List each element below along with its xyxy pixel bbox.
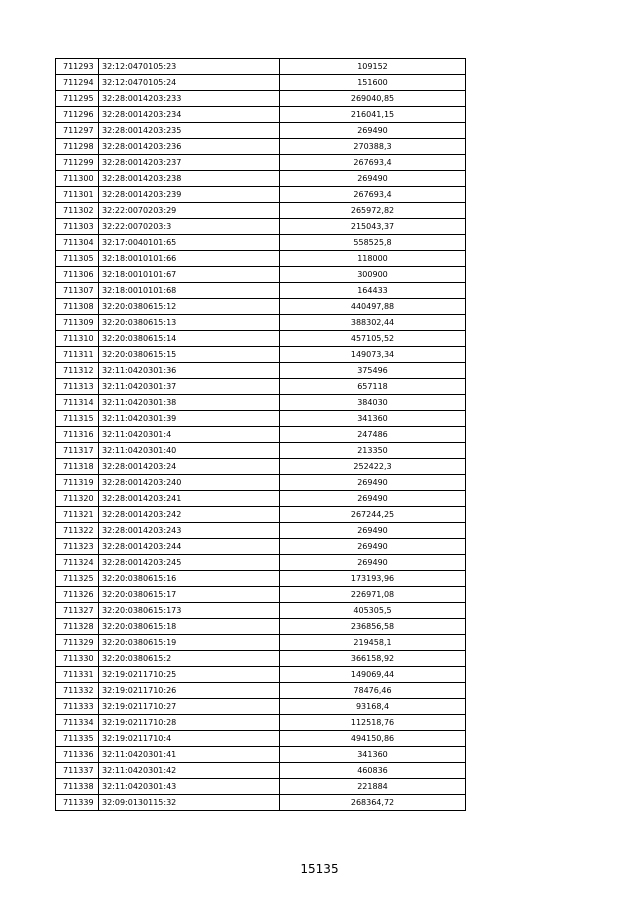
row-code-cell: 32:11:0420301:36 bbox=[99, 363, 280, 379]
table-row bbox=[56, 203, 466, 219]
row-value-cell: 265972,82 bbox=[280, 203, 466, 219]
row-id-cell: 711335 bbox=[56, 731, 99, 747]
row-value-cell: 236856,58 bbox=[280, 619, 466, 635]
row-id-cell: 711329 bbox=[56, 635, 99, 651]
row-code-cell: 32:20:0380615:19 bbox=[99, 635, 280, 651]
table-row bbox=[56, 683, 466, 699]
row-id-cell: 711326 bbox=[56, 587, 99, 603]
table-row bbox=[56, 571, 466, 587]
row-id-cell: 711304 bbox=[56, 235, 99, 251]
row-code-cell: 32:18:0010101:66 bbox=[99, 251, 280, 267]
row-code-cell: 32:12:0470105:23 bbox=[99, 59, 280, 75]
row-code-cell: 32:28:0014203:239 bbox=[99, 187, 280, 203]
row-id-cell: 711333 bbox=[56, 699, 99, 715]
row-id-cell: 711294 bbox=[56, 75, 99, 91]
row-id-cell: 711327 bbox=[56, 603, 99, 619]
row-id-cell: 711301 bbox=[56, 187, 99, 203]
row-id-cell: 711318 bbox=[56, 459, 99, 475]
row-id-cell: 711338 bbox=[56, 779, 99, 795]
row-id-cell: 711307 bbox=[56, 283, 99, 299]
row-code-cell: 32:11:0420301:43 bbox=[99, 779, 280, 795]
table-row bbox=[56, 715, 466, 731]
row-id-cell: 711310 bbox=[56, 331, 99, 347]
table-row bbox=[56, 587, 466, 603]
row-id-cell: 711339 bbox=[56, 795, 99, 811]
table-row bbox=[56, 779, 466, 795]
row-value-cell: 219458,1 bbox=[280, 635, 466, 651]
table-row bbox=[56, 155, 466, 171]
row-value-cell: 215043,37 bbox=[280, 219, 466, 235]
row-value-cell: 269490 bbox=[280, 523, 466, 539]
row-code-cell: 32:11:0420301:38 bbox=[99, 395, 280, 411]
page-number: 15135 bbox=[300, 862, 339, 876]
table-row bbox=[56, 283, 466, 299]
table-row bbox=[56, 635, 466, 651]
row-id-cell: 711302 bbox=[56, 203, 99, 219]
row-code-cell: 32:28:0014203:240 bbox=[99, 475, 280, 491]
row-value-cell: 109152 bbox=[280, 59, 466, 75]
table-row bbox=[56, 619, 466, 635]
table-row bbox=[56, 539, 466, 555]
row-value-cell: 173193,96 bbox=[280, 571, 466, 587]
row-value-cell: 269490 bbox=[280, 123, 466, 139]
table-row bbox=[56, 411, 466, 427]
row-value-cell: 341360 bbox=[280, 411, 466, 427]
row-value-cell: 269490 bbox=[280, 539, 466, 555]
row-code-cell: 32:22:0070203:29 bbox=[99, 203, 280, 219]
table-row bbox=[56, 731, 466, 747]
row-id-cell: 711325 bbox=[56, 571, 99, 587]
row-code-cell: 32:20:0380615:14 bbox=[99, 331, 280, 347]
row-id-cell: 711328 bbox=[56, 619, 99, 635]
row-code-cell: 32:20:0380615:17 bbox=[99, 587, 280, 603]
row-code-cell: 32:18:0010101:68 bbox=[99, 283, 280, 299]
row-id-cell: 711332 bbox=[56, 683, 99, 699]
row-id-cell: 711297 bbox=[56, 123, 99, 139]
row-value-cell: 93168,4 bbox=[280, 699, 466, 715]
row-code-cell: 32:28:0014203:245 bbox=[99, 555, 280, 571]
row-id-cell: 711320 bbox=[56, 491, 99, 507]
row-value-cell: 384030 bbox=[280, 395, 466, 411]
row-value-cell: 270388,3 bbox=[280, 139, 466, 155]
row-id-cell: 711330 bbox=[56, 651, 99, 667]
table-row bbox=[56, 667, 466, 683]
row-value-cell: 267693,4 bbox=[280, 155, 466, 171]
row-value-cell: 269490 bbox=[280, 555, 466, 571]
row-code-cell: 32:19:0211710:27 bbox=[99, 699, 280, 715]
row-value-cell: 269490 bbox=[280, 475, 466, 491]
row-id-cell: 711334 bbox=[56, 715, 99, 731]
row-value-cell: 112518,76 bbox=[280, 715, 466, 731]
table-row bbox=[56, 507, 466, 523]
row-value-cell: 226971,08 bbox=[280, 587, 466, 603]
table-row bbox=[56, 427, 466, 443]
row-value-cell: 216041,15 bbox=[280, 107, 466, 123]
data-table bbox=[55, 58, 466, 811]
row-value-cell: 366158,92 bbox=[280, 651, 466, 667]
row-code-cell: 32:11:0420301:37 bbox=[99, 379, 280, 395]
row-code-cell: 32:20:0380615:18 bbox=[99, 619, 280, 635]
row-value-cell: 269040,85 bbox=[280, 91, 466, 107]
row-value-cell: 268364,72 bbox=[280, 795, 466, 811]
row-code-cell: 32:22:0070203:3 bbox=[99, 219, 280, 235]
table-row bbox=[56, 747, 466, 763]
row-id-cell: 711306 bbox=[56, 267, 99, 283]
row-value-cell: 252422,3 bbox=[280, 459, 466, 475]
row-id-cell: 711303 bbox=[56, 219, 99, 235]
row-id-cell: 711322 bbox=[56, 523, 99, 539]
table-row bbox=[56, 795, 466, 811]
table-row bbox=[56, 235, 466, 251]
row-code-cell: 32:20:0380615:2 bbox=[99, 651, 280, 667]
table-row bbox=[56, 555, 466, 571]
table-row bbox=[56, 75, 466, 91]
table-row bbox=[56, 651, 466, 667]
table-row bbox=[56, 59, 466, 75]
row-value-cell: 267693,4 bbox=[280, 187, 466, 203]
row-id-cell: 711315 bbox=[56, 411, 99, 427]
row-code-cell: 32:28:0014203:24 bbox=[99, 459, 280, 475]
row-value-cell: 118000 bbox=[280, 251, 466, 267]
row-code-cell: 32:19:0211710:28 bbox=[99, 715, 280, 731]
table-row bbox=[56, 251, 466, 267]
table-row bbox=[56, 267, 466, 283]
row-value-cell: 388302,44 bbox=[280, 315, 466, 331]
row-code-cell: 32:11:0420301:42 bbox=[99, 763, 280, 779]
table-row bbox=[56, 699, 466, 715]
row-code-cell: 32:11:0420301:41 bbox=[99, 747, 280, 763]
row-code-cell: 32:20:0380615:16 bbox=[99, 571, 280, 587]
table-row bbox=[56, 107, 466, 123]
row-value-cell: 164433 bbox=[280, 283, 466, 299]
row-id-cell: 711311 bbox=[56, 347, 99, 363]
row-value-cell: 494150,86 bbox=[280, 731, 466, 747]
row-code-cell: 32:19:0211710:26 bbox=[99, 683, 280, 699]
row-value-cell: 221884 bbox=[280, 779, 466, 795]
table-row bbox=[56, 347, 466, 363]
table-row bbox=[56, 763, 466, 779]
row-value-cell: 657118 bbox=[280, 379, 466, 395]
table-row bbox=[56, 603, 466, 619]
row-code-cell: 32:28:0014203:236 bbox=[99, 139, 280, 155]
row-code-cell: 32:18:0010101:67 bbox=[99, 267, 280, 283]
row-code-cell: 32:28:0014203:243 bbox=[99, 523, 280, 539]
row-code-cell: 32:28:0014203:241 bbox=[99, 491, 280, 507]
row-code-cell: 32:28:0014203:233 bbox=[99, 91, 280, 107]
table-row bbox=[56, 187, 466, 203]
row-value-cell: 213350 bbox=[280, 443, 466, 459]
row-code-cell: 32:19:0211710:4 bbox=[99, 731, 280, 747]
row-code-cell: 32:20:0380615:12 bbox=[99, 299, 280, 315]
row-value-cell: 151600 bbox=[280, 75, 466, 91]
row-id-cell: 711298 bbox=[56, 139, 99, 155]
row-id-cell: 711337 bbox=[56, 763, 99, 779]
row-id-cell: 711296 bbox=[56, 107, 99, 123]
row-code-cell: 32:28:0014203:237 bbox=[99, 155, 280, 171]
table-row bbox=[56, 139, 466, 155]
table-row bbox=[56, 219, 466, 235]
row-value-cell: 269490 bbox=[280, 491, 466, 507]
row-id-cell: 711319 bbox=[56, 475, 99, 491]
row-code-cell: 32:28:0014203:235 bbox=[99, 123, 280, 139]
row-value-cell: 269490 bbox=[280, 171, 466, 187]
row-id-cell: 711331 bbox=[56, 667, 99, 683]
row-id-cell: 711324 bbox=[56, 555, 99, 571]
table-row bbox=[56, 459, 466, 475]
table-row bbox=[56, 171, 466, 187]
row-id-cell: 711295 bbox=[56, 91, 99, 107]
row-value-cell: 440497,88 bbox=[280, 299, 466, 315]
row-value-cell: 341360 bbox=[280, 747, 466, 763]
row-code-cell: 32:09:0130115:32 bbox=[99, 795, 280, 811]
row-value-cell: 558525,8 bbox=[280, 235, 466, 251]
row-id-cell: 711312 bbox=[56, 363, 99, 379]
row-id-cell: 711336 bbox=[56, 747, 99, 763]
row-id-cell: 711309 bbox=[56, 315, 99, 331]
row-value-cell: 149073,34 bbox=[280, 347, 466, 363]
table-row bbox=[56, 363, 466, 379]
row-value-cell: 457105,52 bbox=[280, 331, 466, 347]
row-code-cell: 32:19:0211710:25 bbox=[99, 667, 280, 683]
row-code-cell: 32:28:0014203:234 bbox=[99, 107, 280, 123]
row-code-cell: 32:11:0420301:39 bbox=[99, 411, 280, 427]
row-id-cell: 711313 bbox=[56, 379, 99, 395]
table-row bbox=[56, 315, 466, 331]
row-id-cell: 711314 bbox=[56, 395, 99, 411]
table-row bbox=[56, 379, 466, 395]
row-id-cell: 711316 bbox=[56, 427, 99, 443]
table-row bbox=[56, 299, 466, 315]
row-id-cell: 711323 bbox=[56, 539, 99, 555]
row-value-cell: 460836 bbox=[280, 763, 466, 779]
row-value-cell: 267244,25 bbox=[280, 507, 466, 523]
row-id-cell: 711317 bbox=[56, 443, 99, 459]
row-code-cell: 32:11:0420301:4 bbox=[99, 427, 280, 443]
row-code-cell: 32:11:0420301:40 bbox=[99, 443, 280, 459]
row-code-cell: 32:20:0380615:13 bbox=[99, 315, 280, 331]
table-row bbox=[56, 331, 466, 347]
table-row bbox=[56, 123, 466, 139]
table-row bbox=[56, 523, 466, 539]
table-row bbox=[56, 443, 466, 459]
row-id-cell: 711308 bbox=[56, 299, 99, 315]
row-code-cell: 32:28:0014203:242 bbox=[99, 507, 280, 523]
row-code-cell: 32:20:0380615:173 bbox=[99, 603, 280, 619]
table-row bbox=[56, 395, 466, 411]
row-id-cell: 711300 bbox=[56, 171, 99, 187]
row-value-cell: 300900 bbox=[280, 267, 466, 283]
row-value-cell: 78476,46 bbox=[280, 683, 466, 699]
row-id-cell: 711305 bbox=[56, 251, 99, 267]
row-value-cell: 247486 bbox=[280, 427, 466, 443]
row-code-cell: 32:12:0470105:24 bbox=[99, 75, 280, 91]
row-code-cell: 32:20:0380615:15 bbox=[99, 347, 280, 363]
row-value-cell: 149069,44 bbox=[280, 667, 466, 683]
row-value-cell: 405305,5 bbox=[280, 603, 466, 619]
row-id-cell: 711321 bbox=[56, 507, 99, 523]
table-row bbox=[56, 475, 466, 491]
row-id-cell: 711293 bbox=[56, 59, 99, 75]
row-id-cell: 711299 bbox=[56, 155, 99, 171]
table-row bbox=[56, 91, 466, 107]
row-code-cell: 32:28:0014203:244 bbox=[99, 539, 280, 555]
row-value-cell: 375496 bbox=[280, 363, 466, 379]
table-row bbox=[56, 491, 466, 507]
row-code-cell: 32:17:0040101:65 bbox=[99, 235, 280, 251]
table-body bbox=[56, 59, 466, 811]
row-code-cell: 32:28:0014203:238 bbox=[99, 171, 280, 187]
